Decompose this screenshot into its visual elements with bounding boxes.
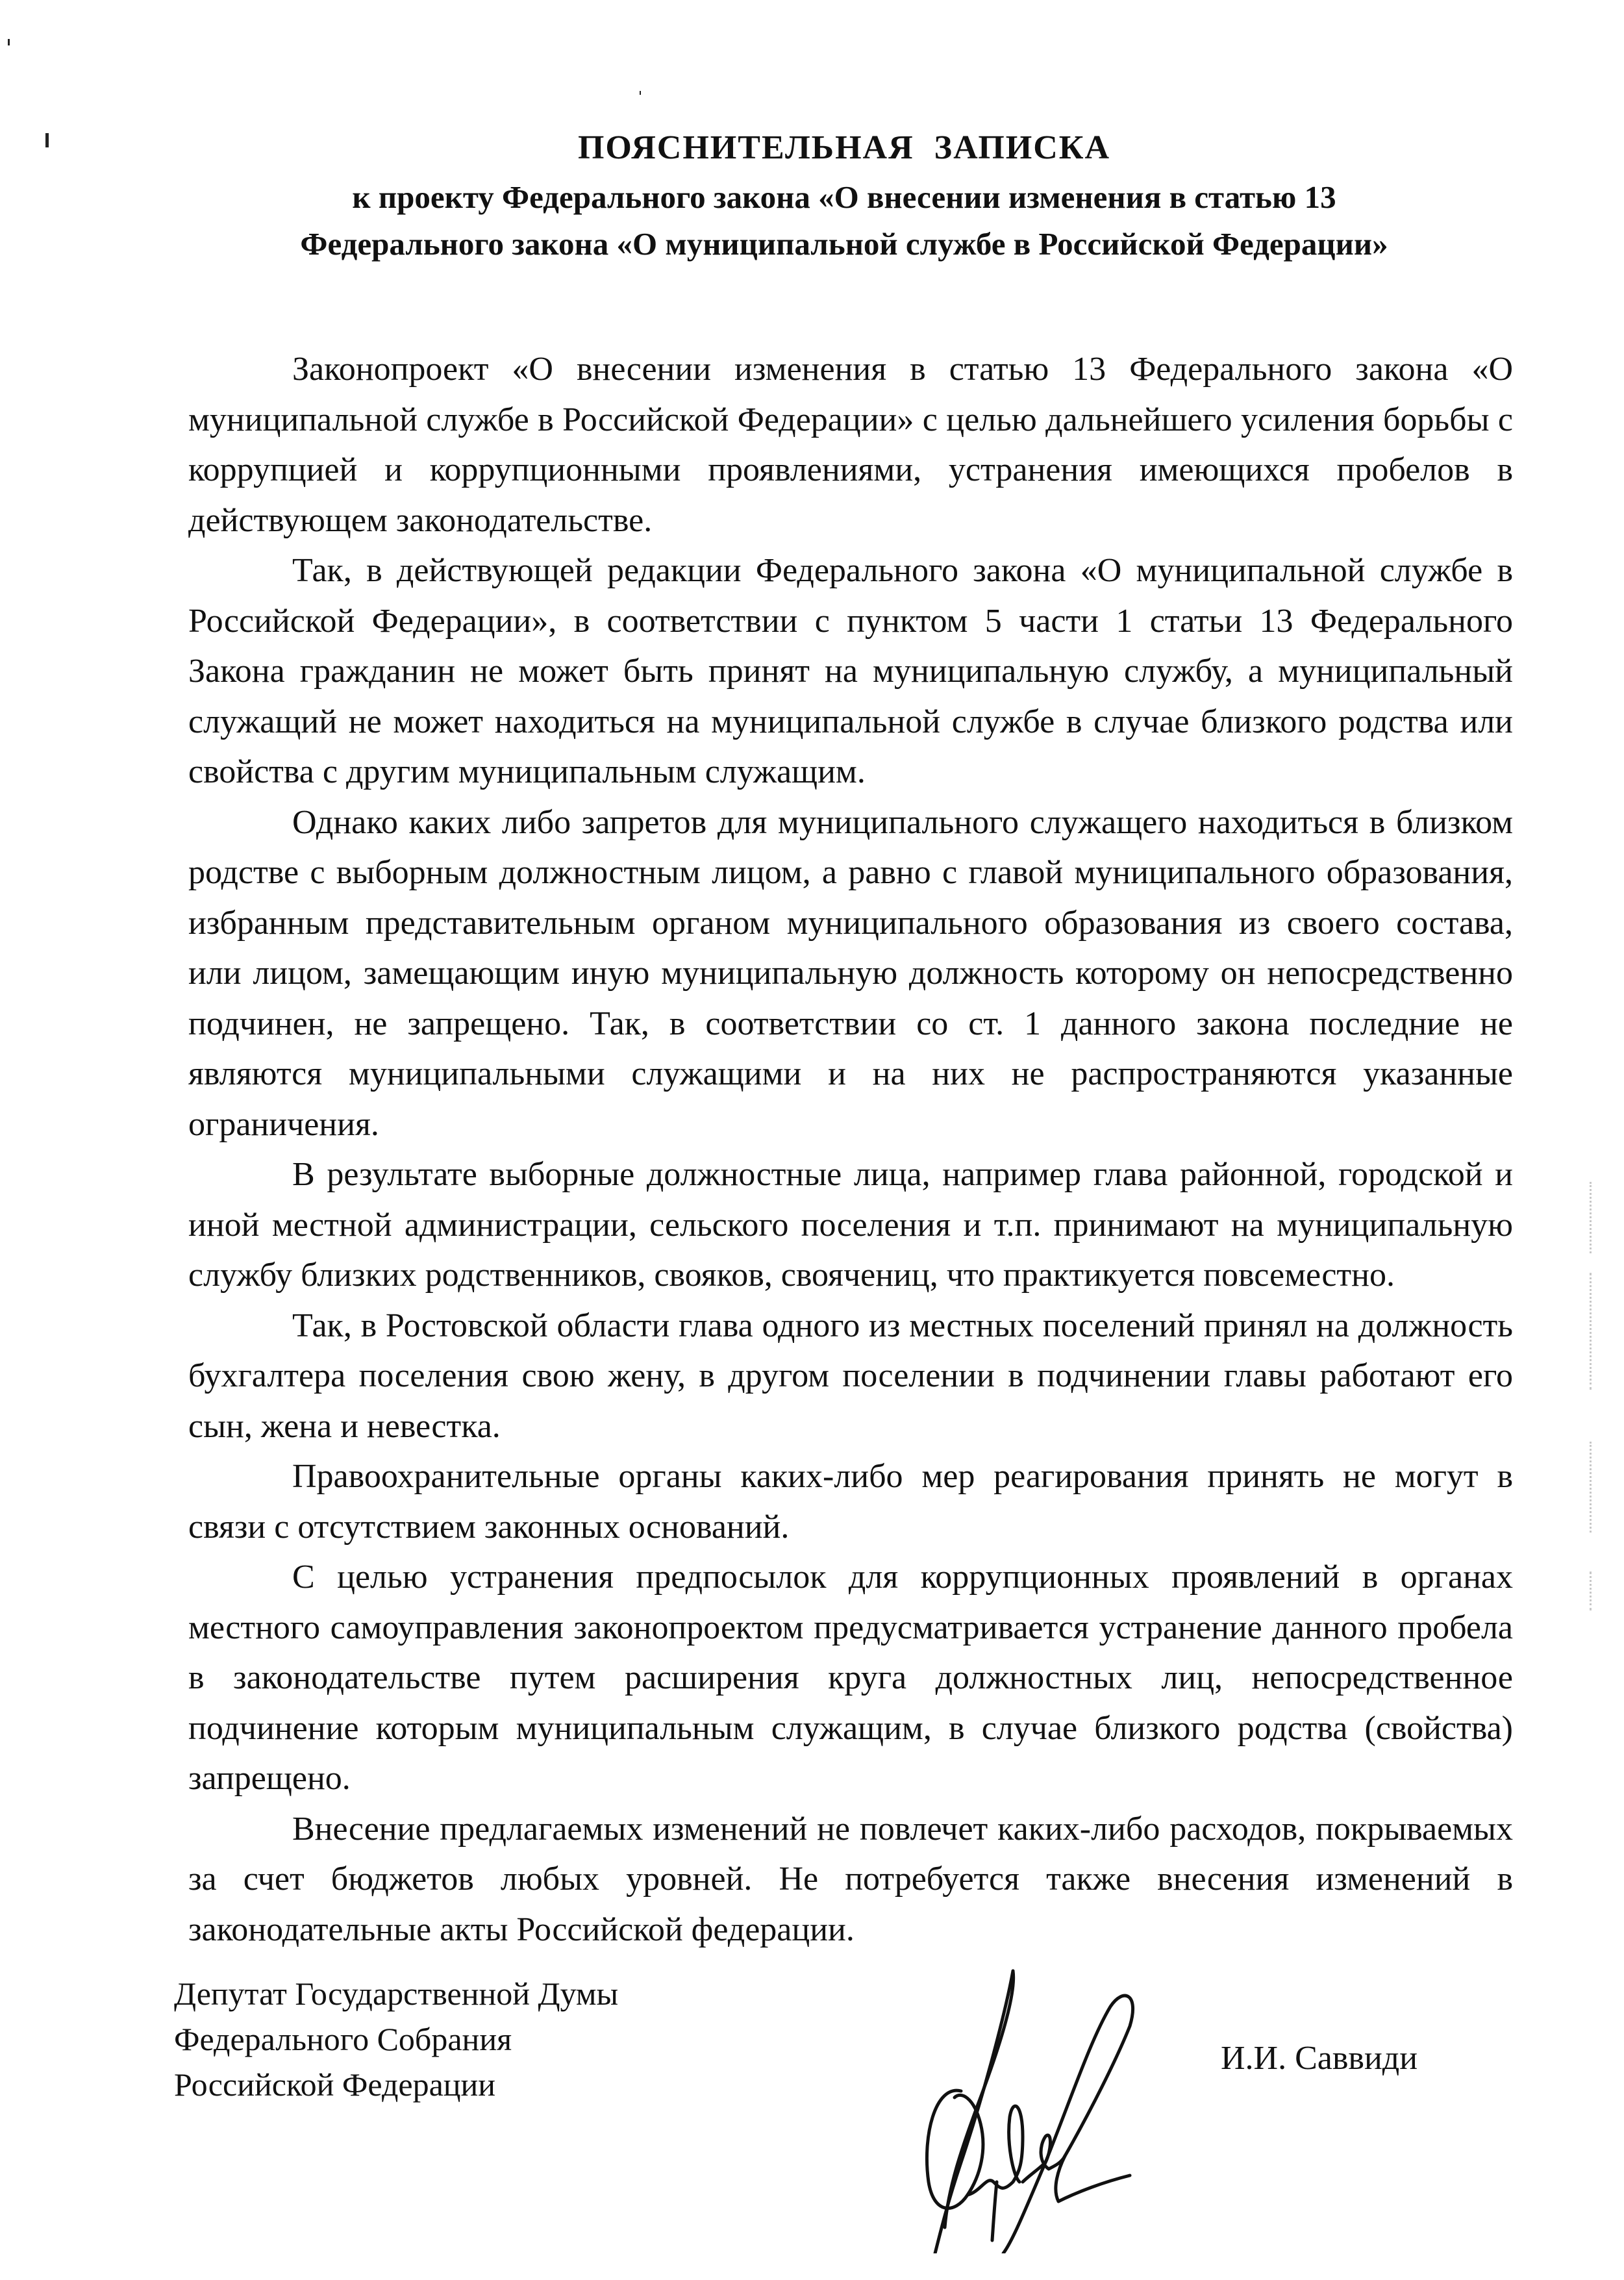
paragraph: Правоохранительные органы каких-либо мер реагирования принять не могут в связи с отсутствием законных оснований. — [188, 1458, 1513, 1546]
document-title: ПОЯСНИТЕЛЬНАЯ ЗАПИСКА — [577, 129, 1111, 166]
signer-position — [174, 1971, 618, 2107]
paragraph: Так, в Ростовской области глава одного из местных поселений принял на должность бухгалтера поселения свою жену, в другом поселении в подчинении главы работают его сын, жена и невестка. — [188, 1307, 1513, 1445]
paragraph: Так, в действующей редакции Федерального закона «О муниципальной службе в Российской Федерации», в соответствии с пунктом 5 части 1 статьи 13 Федерального Закона гражданин не может быть принят на муниципальную службу, а муниципальный служащий не может находиться на муниципальной службе в случае близкого родства или свойства с другим муниципальным служащим. — [188, 552, 1513, 790]
signer-position-line: Депутат Государственной Думы — [174, 1975, 619, 2012]
signer-position-line: Российской Федерации — [174, 2066, 496, 2103]
document-subtitle-line: к проекту Федерального закона «О внесении изменения в статью 13 — [352, 179, 1336, 215]
document-header — [162, 122, 1526, 268]
signer-name: И.И. Саввиди — [1221, 2040, 1418, 2077]
handwritten-signature — [883, 1968, 1169, 2253]
paragraph: Внесение предлагаемых изменений не повлечет каких-либо расходов, покрываемых за счет бюджетов любых уровней. Не потребуется также внесения изменений в законодательные акты Российской федерации. — [188, 1810, 1513, 1948]
scan-edge-noise — [1590, 1442, 1598, 1533]
paragraph: Однако каких либо запретов для муниципального служащего находиться в близком родстве с выборным должностным лицом, а равно с главой муниципального образования, избранным представительным органом муниципального образования из своего состава, или лицом, замещающим иную муниципальную должность которому он непосредственно подчинен, не запрещено. Так, в соответствии со ст. 1 данного закона последние не являются муниципальными служащими и на них не распространяются указанные ограничения. — [188, 803, 1513, 1143]
scan-artifact — [640, 91, 641, 95]
document-body — [188, 344, 1513, 1955]
paragraph: С целью устранения предпосылок для коррупционных проявлений в органах местного самоуправления законопроектом предусматривается устранение данного пробела в законодательстве путем расширения круга должностных лиц, непосредственное подчинение которым муниципальным служащим, в случае близкого родства (свойства) запрещено. — [188, 1559, 1513, 1797]
scan-edge-noise — [1590, 1273, 1598, 1390]
signer-position-line: Федерального Собрания — [174, 2021, 512, 2057]
scan-edge-noise — [1590, 1182, 1598, 1253]
scan-edge-noise — [1590, 1572, 1598, 1610]
scan-artifact — [8, 39, 10, 45]
paragraph: Законопроект «О внесении изменения в статью 13 Федерального закона «О муниципальной службе в Российской Федерации» с целью дальнейшего усиления борьбы с коррупцией и коррупционными проявлениями, устранения имеющихся пробелов в действующем законодательстве. — [188, 351, 1513, 539]
scan-artifact — [45, 133, 49, 147]
document-subtitle-line: Федерального закона «О муниципальной службе в Российской Федерации» — [300, 226, 1388, 262]
paragraph: В результате выборные должностные лица, например глава районной, городской и иной местной администрации, сельского поселения и т.п. принимают на муниципальную службу близких родственников, свояков, своячениц, что практикуется повсеместно. — [188, 1156, 1513, 1294]
